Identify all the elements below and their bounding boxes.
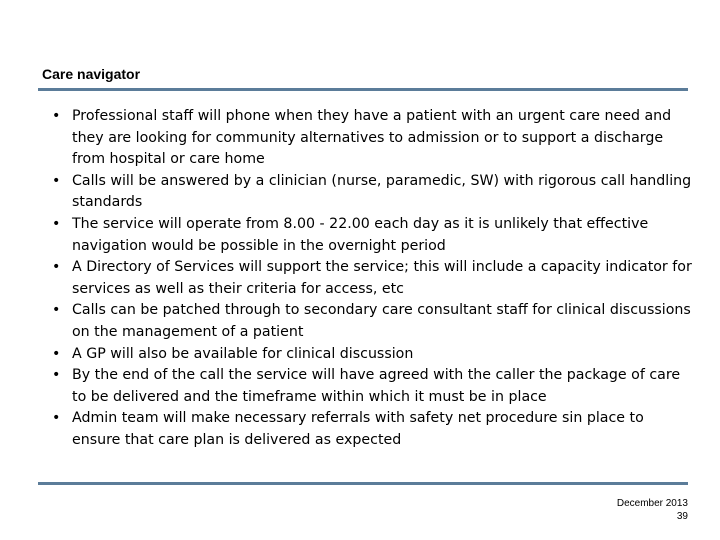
bullet-item bbox=[52, 408, 692, 451]
bullet-icon: • bbox=[52, 345, 61, 362]
bullet-text: Professional staff will phone when they have a patient with an urgent care need and they are looking for community alternatives to admission or to support a discharge from hospital or care home bbox=[72, 108, 672, 168]
bullet-text: Calls will be answered by a clinician (nurse, paramedic, SW) with rigorous call handling standards bbox=[72, 172, 692, 211]
bullet-item bbox=[52, 214, 692, 257]
bullet-icon: • bbox=[52, 259, 61, 276]
slide-footer bbox=[617, 497, 688, 523]
top-divider bbox=[38, 88, 688, 91]
bullet-text: Admin team will make necessary referrals with safety net procedure sin place to ensure that care plan is delivered as expected bbox=[72, 410, 644, 448]
bullet-icon: • bbox=[52, 410, 61, 427]
bottom-divider bbox=[38, 482, 688, 485]
bullet-item bbox=[52, 257, 692, 300]
bullet-item bbox=[52, 300, 692, 343]
footer-date: December 2013 bbox=[616, 498, 688, 509]
bullet-item bbox=[52, 344, 692, 366]
bullet-icon: • bbox=[52, 108, 61, 124]
bullet-text: The service will operate from 8.00 - 22.00 each day as it is unlikely that effective navigation would be possible in the overnight period bbox=[72, 215, 649, 254]
bullet-list bbox=[52, 106, 692, 452]
bullet-item bbox=[52, 365, 692, 408]
bullet-icon: • bbox=[52, 367, 61, 384]
bullet-text: A GP will also be available for clinical discussion bbox=[72, 345, 414, 362]
bullet-text: By the end of the call the service will have agreed with the caller the package of care to be delivered and the timeframe within which it must be in place bbox=[72, 367, 681, 405]
bullet-text: A Directory of Services will support the service; this will include a capacity indicator for services as well as their criteria for access, etc bbox=[72, 259, 692, 297]
bullet-icon: • bbox=[52, 302, 61, 319]
bullet-item bbox=[52, 106, 692, 171]
bullet-icon: • bbox=[52, 215, 61, 232]
bullet-item bbox=[52, 171, 692, 214]
bullet-icon: • bbox=[52, 172, 61, 189]
bullet-text: Calls can be patched through to secondary care consultant staff for clinical discussions on the management of a patient bbox=[72, 302, 691, 340]
slide-title: Care navigator bbox=[42, 66, 141, 82]
page-number: 39 bbox=[676, 511, 688, 522]
